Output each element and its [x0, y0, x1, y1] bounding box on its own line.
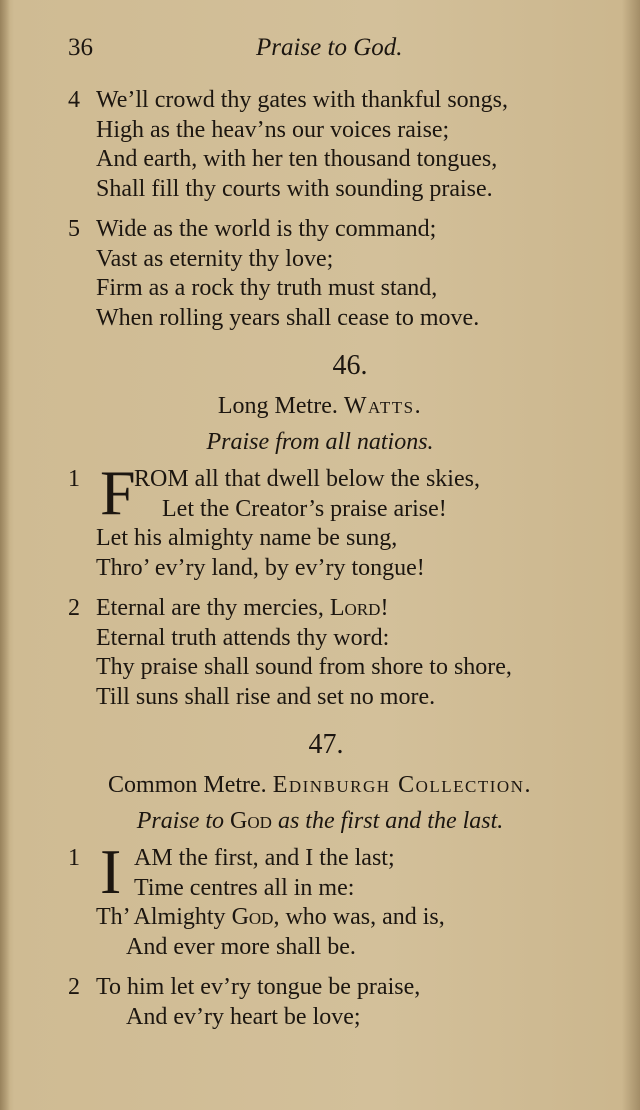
hymn-metre: [0, 391, 640, 421]
verse-line: High as the heav’ns our voices raise;: [96, 116, 450, 143]
verse-number: 1: [68, 466, 80, 492]
verse-line: Eternal are thy mercies, Lord!: [96, 595, 389, 621]
verse-line: Eternal truth attends thy word:: [96, 624, 390, 651]
drop-cap: F: [100, 457, 136, 528]
god-word: God: [231, 904, 274, 930]
hymn-metre: [0, 770, 640, 800]
verse-line: And ev’ry heart be love;: [126, 1003, 361, 1030]
hymn-subtitle: Praise to God as the first and the last.: [136, 808, 504, 834]
god-word: God: [230, 808, 272, 834]
hymn-source: Edinburgh Collection.: [272, 772, 532, 798]
verse-line: Thro’ ev’ry land, by ev’ry tongue!: [96, 554, 425, 581]
drop-cap: I: [100, 836, 122, 907]
verse-line: Till suns shall rise and set no more.: [96, 683, 436, 710]
lord-word: Lord: [329, 595, 381, 621]
verse-line: Let his almighty name be sung,: [96, 525, 398, 551]
metre-name: Common Metre.: [108, 772, 267, 798]
verse-line: AM the first, and I the last;: [134, 845, 395, 871]
verse-number: 5: [68, 216, 80, 242]
verse-number: 4: [68, 87, 80, 113]
hymn-subtitle: Praise from all nations.: [206, 429, 434, 455]
hymn-46-verse-1: [68, 457, 640, 583]
hymn-47-verse-2: [68, 973, 640, 1032]
stanza-4: [68, 86, 640, 204]
hymn-author: Watts.: [343, 393, 423, 419]
verse-line: Vast as eternity thy love;: [96, 245, 334, 272]
metre-name: Long Metre.: [217, 393, 338, 419]
hymn-46-verse-2: [68, 594, 640, 712]
verse-line: ROM all that dwell below the skies,: [134, 466, 480, 492]
verse-line: Thy praise shall sound from shore to shore,: [96, 654, 512, 680]
page-number: 36: [68, 34, 93, 61]
verse-line: When rolling years shall cease to move.: [96, 304, 480, 331]
hymn-number: 47.: [308, 729, 344, 760]
verse-line: Shall fill thy courts with sounding praise.: [96, 175, 493, 202]
verse-number: 2: [68, 595, 80, 621]
verse-line: Wide as the world is thy command;: [96, 216, 437, 242]
verse-line: And ever more shall be.: [126, 933, 356, 960]
verse-line: Firm as a rock thy truth must stand,: [96, 275, 438, 301]
running-head: [68, 34, 588, 68]
verse-line: And earth, with her ten thousand tongues,: [96, 146, 498, 172]
verse-line: Time centres all in me:: [134, 874, 355, 901]
verse-line: Let the Creator’s praise arise!: [162, 495, 447, 522]
verse-line: To him let ev’ry tongue be praise,: [96, 974, 421, 1000]
hymn-number: 46.: [332, 350, 368, 381]
verse-number: 2: [68, 974, 80, 1000]
page-content: [0, 86, 640, 1032]
hymn-47-verse-1: [68, 836, 640, 962]
verse-number: 1: [68, 845, 80, 871]
verse-line: We’ll crowd thy gates with thankful songs,: [96, 87, 508, 113]
stanza-5: [68, 215, 640, 333]
running-title: Praise to God.: [256, 34, 403, 61]
verse-line: Th’ Almighty God, who was, and is,: [96, 904, 445, 930]
